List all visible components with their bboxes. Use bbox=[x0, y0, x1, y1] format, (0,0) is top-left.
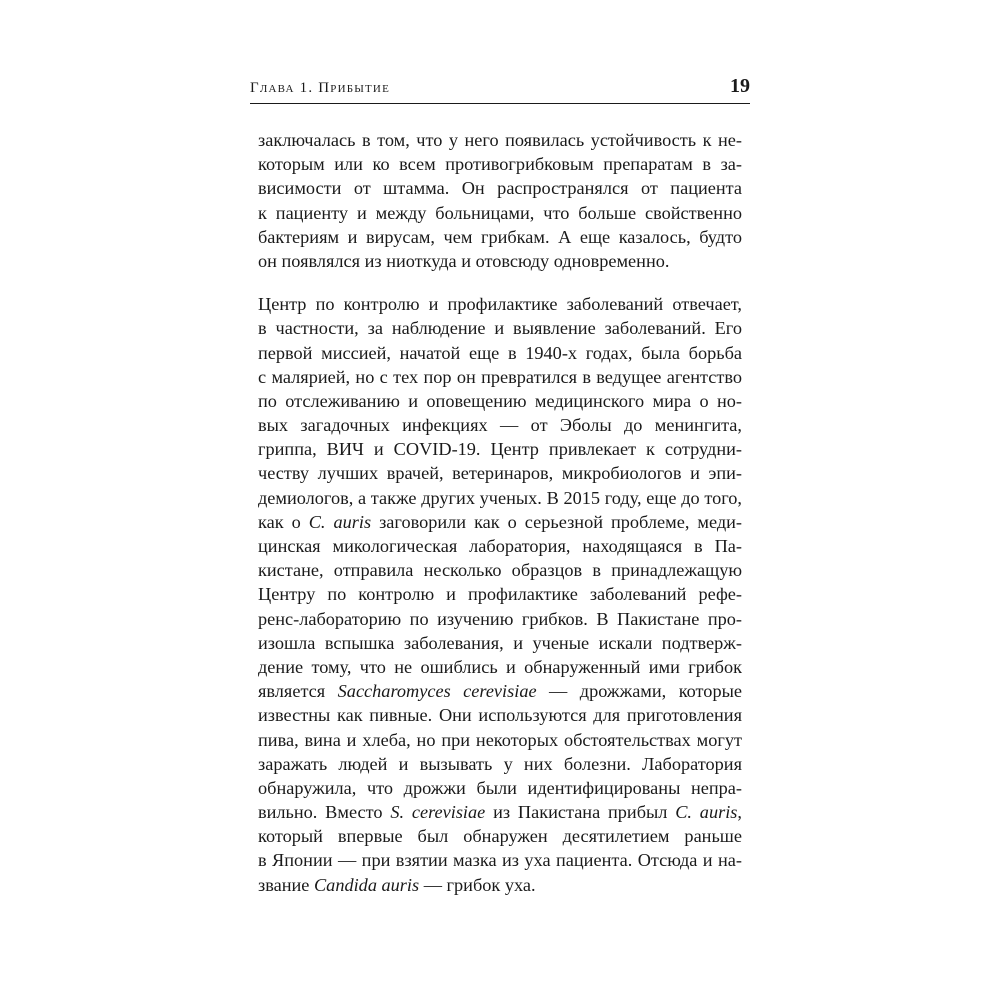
text-line bbox=[258, 679, 742, 703]
text-run: , bbox=[737, 802, 742, 823]
text-run: демиологов, а также других ученых. В 2015 году, еще до того, bbox=[258, 487, 742, 508]
text-line bbox=[258, 607, 742, 631]
text-line bbox=[258, 128, 742, 152]
text-line bbox=[258, 558, 742, 582]
text-run: цинская микологическая лаборатория, находящаяся в Па- bbox=[258, 536, 742, 556]
text-run: обнаружила, что дрожжи были идентифицированы непра- bbox=[258, 777, 742, 798]
text-run: известны как пивные. Они используются для приготовления bbox=[258, 705, 742, 726]
text-line bbox=[258, 655, 742, 679]
text-run: — грибок уха. bbox=[419, 874, 536, 895]
text-line bbox=[258, 486, 742, 510]
body-text bbox=[258, 128, 742, 897]
italic-term: Candida auris bbox=[313, 874, 420, 895]
paragraph bbox=[258, 128, 742, 273]
text-run: — дрожжами, которые bbox=[536, 681, 742, 702]
text-line bbox=[258, 437, 742, 461]
text-line bbox=[258, 176, 742, 200]
text-run: пива, вина и хлеба, но при некоторых обстоятельствах могут bbox=[258, 729, 742, 750]
chapter-running-title: Глава 1. Прибытие bbox=[250, 80, 390, 96]
text-line bbox=[258, 848, 742, 872]
text-run: бактериям и вирусам, чем грибкам. А еще казалось, будто bbox=[258, 226, 742, 247]
page-number: 19 bbox=[730, 75, 750, 97]
italic-term: C. auris bbox=[675, 802, 738, 823]
text-run: в Японии — при взятии мазка из уха пациента. Отсюда и на- bbox=[258, 850, 742, 871]
text-line bbox=[258, 341, 742, 365]
text-run: первой миссией, начатой еще в 1940-х годах, была борьба bbox=[258, 342, 742, 363]
text-line bbox=[258, 752, 742, 776]
text-run: ренс-лабораторию по изучению грибков. В Пакистане про- bbox=[258, 608, 742, 629]
italic-term: C. auris bbox=[308, 511, 372, 532]
text-run: заключалась в том, что у него появилась устойчивость к не- bbox=[258, 130, 742, 150]
text-run: заражать людей и вызывать у них болезни. Лаборатория bbox=[258, 753, 742, 774]
text-run: Центру по контролю и профилактике заболеваний рефе- bbox=[258, 584, 742, 605]
text-line bbox=[258, 728, 742, 752]
text-line bbox=[258, 582, 742, 606]
text-run: кистане, отправила несколько образцов в принадлежащую bbox=[258, 560, 742, 581]
text-run: он появлялся из ниоткуда и отовсюду одновременно. bbox=[258, 250, 670, 271]
text-line bbox=[258, 461, 742, 485]
text-run: дение тому, что не ошиблись и обнаруженный ими грибок bbox=[258, 656, 742, 677]
running-head bbox=[250, 74, 750, 102]
text-run: по отслеживанию и оповещению медицинского мира о но- bbox=[258, 390, 742, 411]
text-line bbox=[258, 225, 742, 249]
text-run: заговорили как о серьезной проблеме, меди- bbox=[371, 511, 742, 532]
text-run: вильно. Вместо bbox=[258, 802, 391, 823]
text-run: изошла вспышка заболевания, и ученые искали подтверж- bbox=[258, 632, 742, 653]
text-run: звание bbox=[258, 874, 314, 895]
text-run: является bbox=[258, 681, 338, 702]
italic-term: S. cerevisiae bbox=[390, 802, 486, 823]
text-line bbox=[258, 413, 742, 437]
text-line bbox=[258, 510, 742, 534]
text-line bbox=[258, 201, 742, 225]
text-run: в частности, за наблюдение и выявление заболеваний. Его bbox=[258, 318, 742, 339]
italic-term: Saccharomyces cerevisiae bbox=[337, 681, 537, 702]
text-line bbox=[258, 800, 742, 824]
text-run: висимости от штамма. Он распространялся от пациента bbox=[258, 178, 742, 199]
text-line bbox=[258, 776, 742, 800]
header-rule bbox=[250, 103, 750, 104]
text-line bbox=[258, 703, 742, 727]
text-line bbox=[258, 389, 742, 413]
text-line bbox=[258, 365, 742, 389]
text-run: который впервые был обнаружен десятилетием раньше bbox=[258, 826, 742, 847]
text-line bbox=[258, 873, 742, 897]
text-run: которым или ко всем противогрибковым препаратам в за- bbox=[258, 154, 742, 175]
text-line bbox=[258, 249, 742, 273]
text-line bbox=[258, 534, 742, 558]
text-run: вых загадочных инфекциях — от Эболы до менингита, bbox=[258, 415, 742, 436]
text-run: Центр по контролю и профилактике заболеваний отвечает, bbox=[258, 294, 742, 315]
text-run: к пациенту и между больницами, что больше свойственно bbox=[258, 202, 742, 223]
paragraph bbox=[258, 292, 742, 897]
text-line bbox=[258, 631, 742, 655]
text-run: из Пакистана прибыл bbox=[485, 802, 676, 823]
text-run: как о bbox=[258, 511, 309, 532]
text-run: честву лучших врачей, ветеринаров, микробиологов и эпи- bbox=[258, 463, 742, 484]
text-run: гриппа, ВИЧ и COVID-19. Центр привлекает к сотрудни- bbox=[258, 439, 742, 460]
text-line bbox=[258, 824, 742, 848]
text-line bbox=[258, 292, 742, 316]
text-line bbox=[258, 152, 742, 176]
text-line bbox=[258, 316, 742, 340]
text-run: с малярией, но с тех пор он превратился в ведущее агентство bbox=[258, 366, 742, 387]
